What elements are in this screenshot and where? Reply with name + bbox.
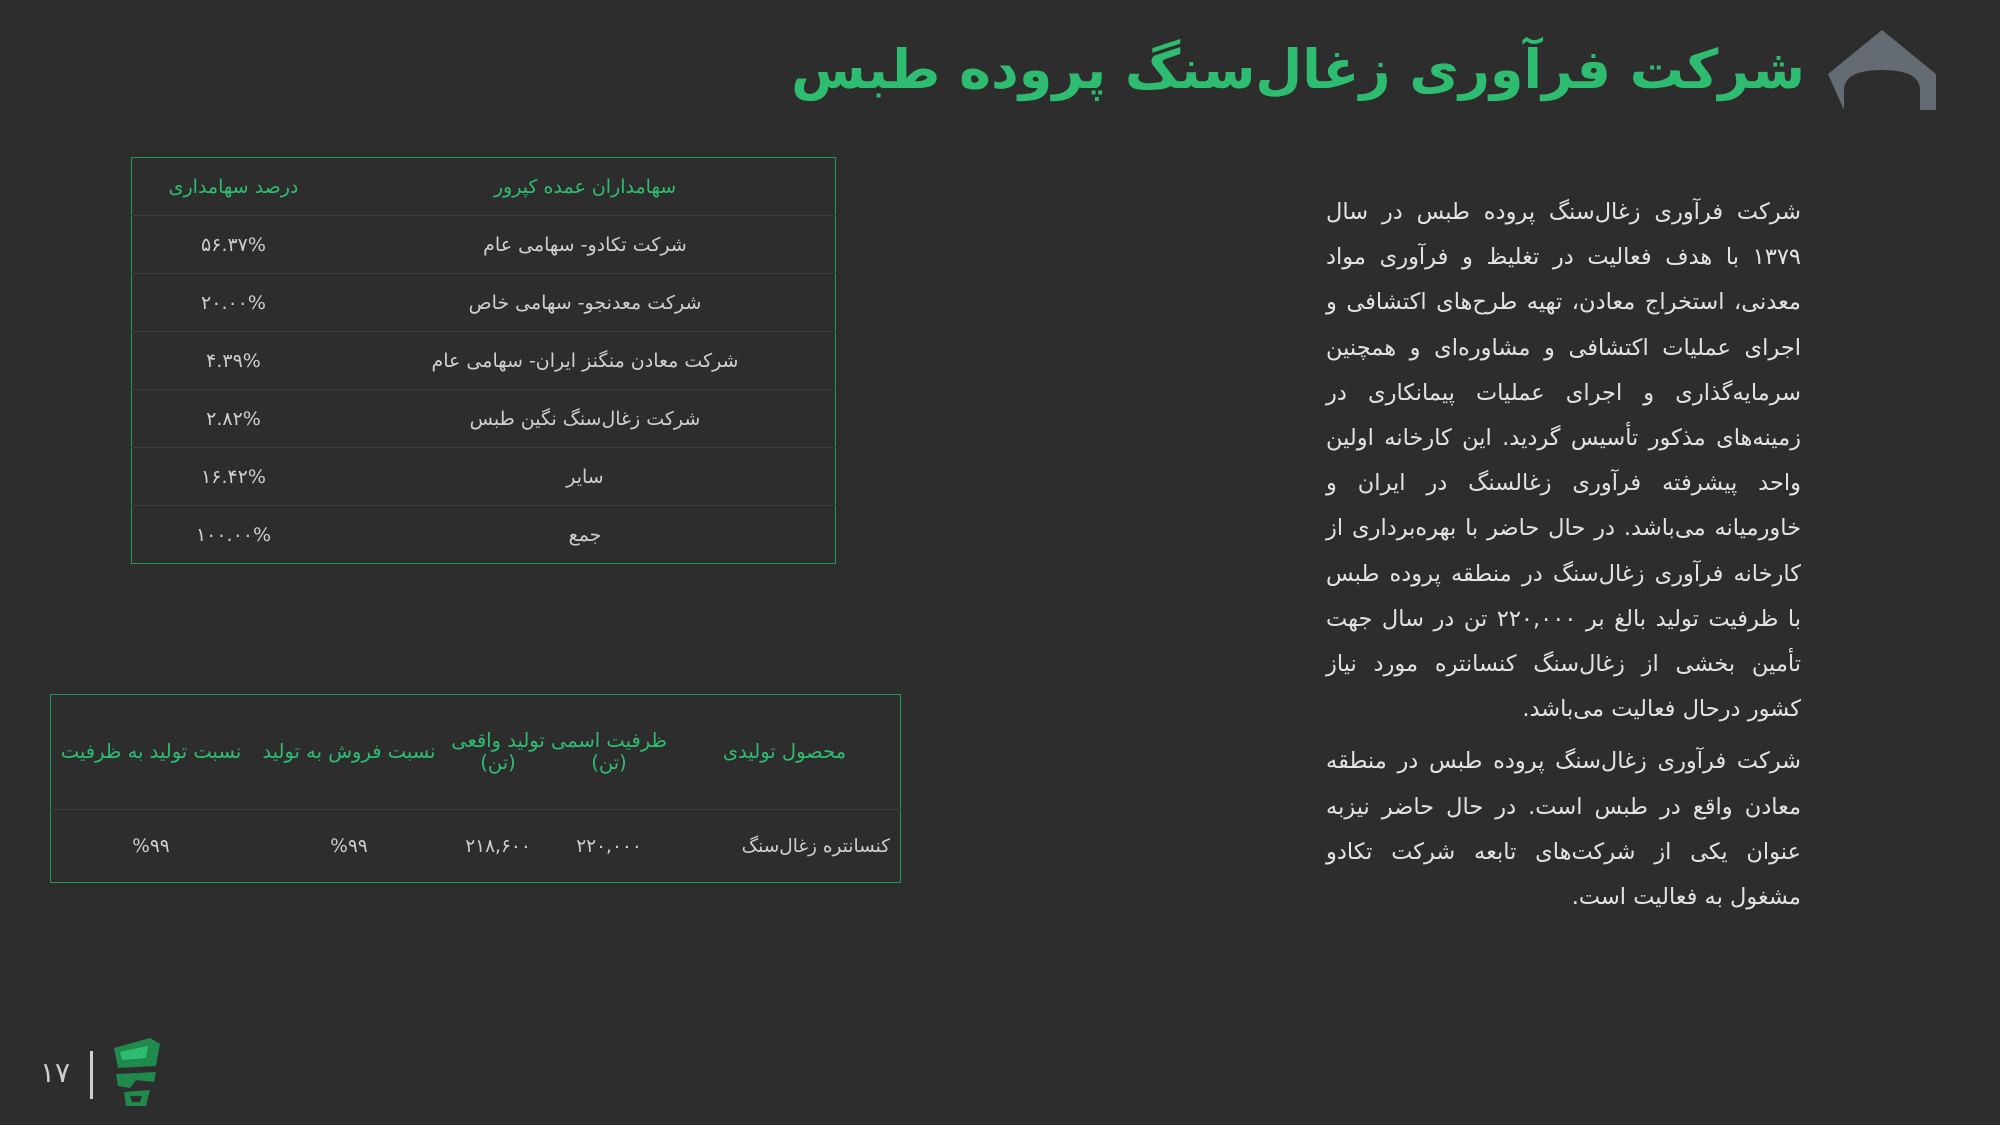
capacity-value: ۲۲۰,۰۰۰ — [576, 835, 642, 857]
product-name: کنسانتره زغال‌سنگ — [741, 835, 890, 857]
shareholder-name: جمع — [335, 506, 836, 564]
table-row — [132, 274, 836, 332]
table-total-row — [132, 506, 836, 564]
footer-divider — [90, 1051, 93, 1099]
header-product: محصول تولیدی — [669, 695, 901, 810]
production-ratio-value: %۹۹ — [132, 835, 170, 857]
shareholder-name: شرکت معادن منگنز ایران- سهامی عام — [335, 332, 836, 390]
company-logo — [110, 1036, 162, 1108]
header-sales-ratio: نسبت فروش به تولید — [251, 695, 447, 810]
page-number: ۱۷ — [40, 1056, 71, 1089]
header-percent: درصد سهامداری — [168, 175, 299, 198]
shareholders-table — [131, 157, 836, 564]
home-icon[interactable] — [1828, 30, 1936, 110]
header-production-ratio: نسبت تولید به ظرفیت — [51, 695, 252, 810]
shareholder-name: شرکت زغال‌سنگ نگین طبس — [335, 390, 836, 448]
actual-value: ۲۱۸,۶۰۰ — [465, 835, 531, 857]
table-row — [132, 448, 836, 506]
production-table — [50, 694, 901, 883]
table-row — [132, 390, 836, 448]
shareholder-percent: ۴.۳۹% — [132, 332, 336, 390]
table-row — [132, 332, 836, 390]
shareholder-name: شرکت معدنجو- سهامی خاص — [335, 274, 836, 332]
paragraph-1: شرکت فرآوری زغال‌سنگ پروده طبس در سال ۱۳۷۹ با هدف فعالیت در تغلیظ و فرآوری مواد معدنی، استخراج معادن، تهیه طرح‌های اکتشافی و اجرای عملیات اکتشافی و مشاوره‌ای و همچنین سرمایه‌گذاری و اجرای عملیات پیمانکاری در زمینه‌های مذکور تأسیس گردید. این کارخانه اولین واحد پیشرفته فرآوری زغالسنگ در ایران و خاورمیانه می‌باشد. در حال حاضر با بهره‌برداری از کارخانه فرآوری زغال‌سنگ در منطقه پروده طبس با ظرفیت تولید بالغ بر ۲۲۰,۰۰۰ تن در سال جهت تأمین بخشی از زغال‌سنگ کنسانتره مورد نیاز کشور درحال فعالیت می‌باشد. — [1326, 199, 1802, 723]
header-shareholder: سهامداران عمده کپرور — [493, 175, 677, 198]
shareholder-name: شرکت تکادو- سهامی عام — [335, 216, 836, 274]
description-text — [1326, 190, 1801, 920]
header-actual: تولید واقعی (تن) — [447, 695, 549, 810]
shareholder-percent: ۲۰.۰۰% — [132, 274, 336, 332]
shareholder-name: سایر — [335, 448, 836, 506]
table-header-row — [132, 158, 836, 216]
header-capacity: ظرفیت اسمی (تن) — [549, 695, 669, 810]
table-row — [132, 216, 836, 274]
page-title: شرکت فرآوری زغال‌سنگ پروده طبس — [791, 38, 1805, 101]
sales-ratio-value: %۹۹ — [330, 835, 368, 857]
shareholder-percent: ۱۰۰.۰۰% — [132, 506, 336, 564]
shareholder-percent: ۵۶.۳۷% — [132, 216, 336, 274]
shareholder-percent: ۱۶.۴۲% — [132, 448, 336, 506]
table-header-row — [51, 695, 901, 810]
table-row — [51, 810, 901, 883]
shareholder-percent: ۲.۸۲% — [132, 390, 336, 448]
paragraph-2: شرکت فرآوری زغال‌سنگ پروده طبس در منطقه معادن واقع در طبس است. در حال حاضر نیزبه عنوان یکی از شرکت‌های تابعه شرکت تکادو مشغول به فعالیت است. — [1326, 748, 1801, 911]
